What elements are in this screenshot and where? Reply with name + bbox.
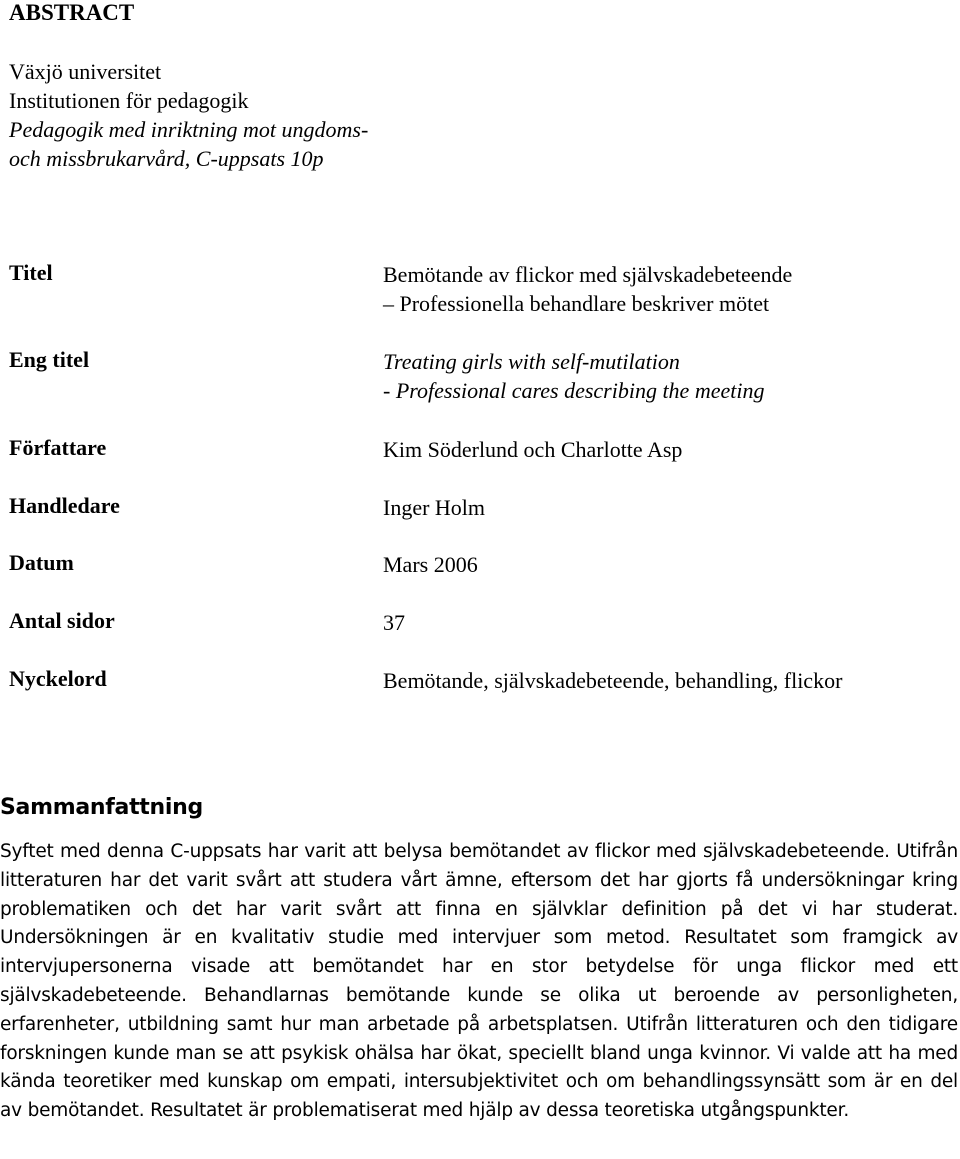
eng-titel-line-1: Treating girls with self-mutilation (383, 349, 680, 374)
datum-value: Mars 2006 (383, 552, 478, 577)
antal-sidor-value: 37 (383, 610, 405, 635)
titel-value (383, 260, 792, 318)
page-heading: ABSTRACT (9, 0, 135, 25)
handledare-label: Handledare (9, 493, 120, 518)
eng-titel-value (383, 347, 764, 405)
datum-label: Datum (9, 550, 74, 575)
forfattare-label: Författare (9, 435, 107, 460)
titel-line-1: Bemötande av flickor med självskadebeteende (383, 262, 793, 287)
handledare-value: Inger Holm (383, 495, 486, 520)
department-name: Institutionen för pedagogik (9, 88, 249, 113)
program-line-2: och missbrukarvård, C-uppsats 10p (9, 146, 324, 171)
program-line-1: Pedagogik med inriktning mot ungdoms- (9, 117, 369, 142)
nyckelord-label: Nyckelord (9, 666, 107, 691)
eng-titel-label: Eng titel (9, 347, 90, 372)
institution-block (9, 57, 368, 173)
forfattare-value: Kim Söderlund och Charlotte Asp (383, 437, 683, 462)
eng-titel-line-2: - Professional cares describing the meeting (383, 378, 765, 403)
titel-label: Titel (9, 260, 53, 285)
nyckelord-value: Bemötande, självskadebeteende, behandling, flickor (383, 668, 843, 693)
antal-sidor-label: Antal sidor (9, 608, 115, 633)
summary-title: Sammanfattning (0, 795, 203, 820)
university-name: Växjö universitet (9, 59, 162, 84)
summary-text: Syftet med denna C-uppsats har varit att belysa bemötandet av flickor med självskadebeteende. Utifrån litteraturen har det varit svårt att studera vårt ämne, eftersom det har gjorts få undersökningar kring problematiken och det har varit svårt att finna en självklar definition på det vi har studerat. Undersökningen är en kvalitativ studie med intervjuer som metod. Resultatet som framgick av intervjupersonerna visade att bemötandet har en stor betydelse för unga flickor med ett självskadebeteende. Behandlarnas bemötande kunde se olika ut beroende av personligheten, erfarenheter, utbildning samt hur man arbetade på arbetsplatsen. Utifrån litteraturen och den tidigare forskningen kunde man se att psykisk ohälsa har ökat, speciellt bland unga kvinnor. Vi valde att ha med kända teoretiker med kunskap om empati, intersubjektivitet och om behandlingssynsätt som är en del av bemötandet. Resultatet är problematiserat med hjälp av dessa teoretiska utgångspunkter. (0, 841, 958, 1122)
titel-line-2: – Professionella behandlare beskriver mötet (383, 291, 770, 316)
